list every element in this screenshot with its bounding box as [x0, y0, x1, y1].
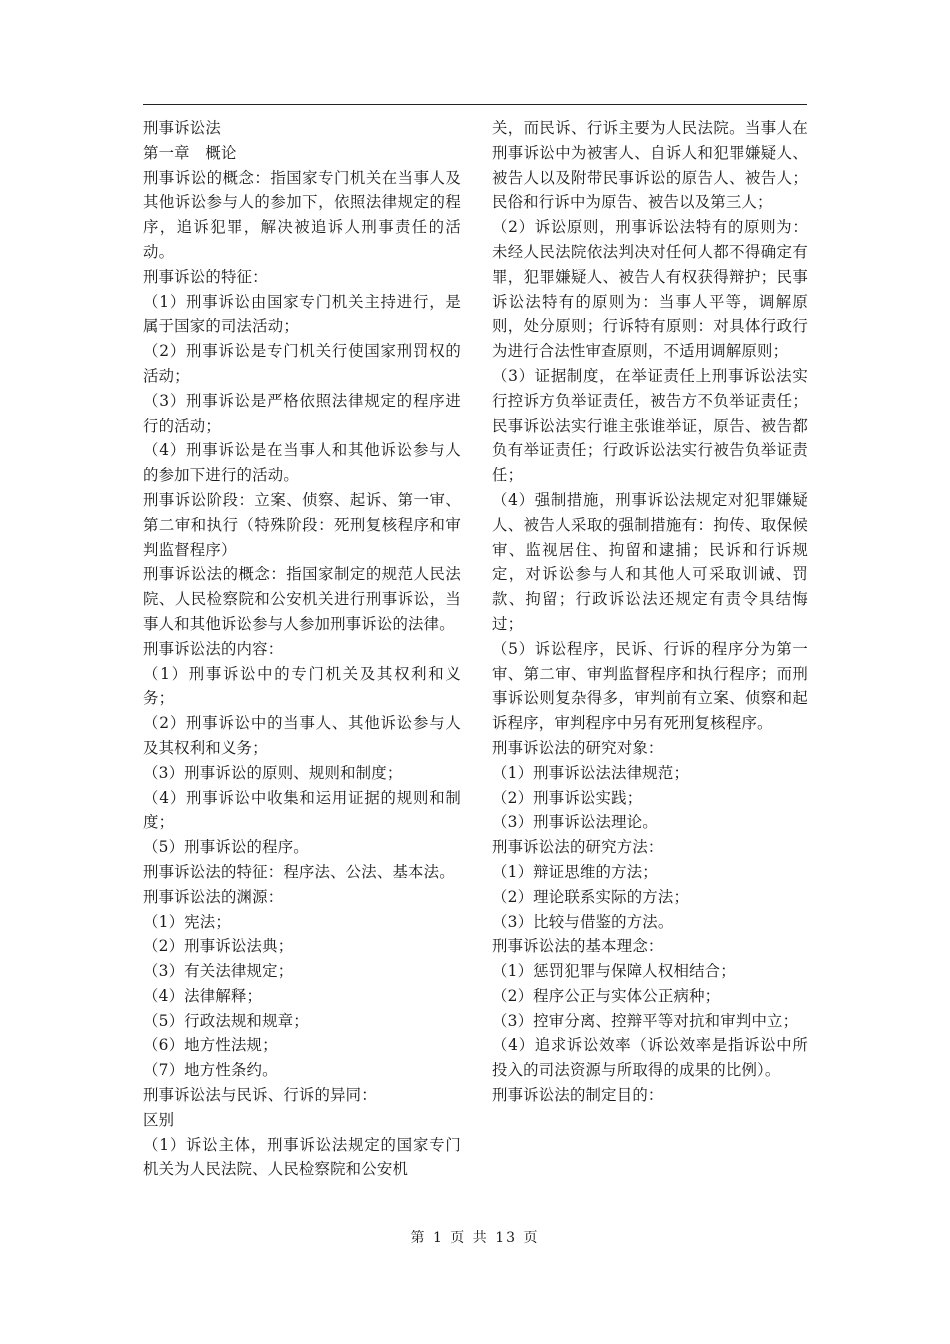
list-item: （3）比较与借鉴的方法。	[492, 912, 674, 931]
section-heading: 刑事诉讼法的制定目的：	[492, 1086, 664, 1105]
list-item: （4）刑事诉讼是在当事人和其他诉讼参与人的参加下进行的活动。	[143, 441, 461, 485]
section-heading: 刑事诉讼法的研究方法：	[492, 838, 664, 857]
list-item: （2）刑事诉讼实践；	[492, 788, 643, 807]
paragraph: 刑事诉讼法的概念：指国家制定的规范人民法院、人民检察院和公安机关进行刑事诉讼，当事人和其他诉讼参与人参加刑事诉讼的法律。	[143, 565, 461, 633]
paragraph: 刑事诉讼的概念：指国家专门机关在当事人及其他诉讼参与人的参加下，依照法律规定的程序，追诉犯罪，解决被追诉人刑事责任的活动。	[143, 168, 461, 261]
list-item: （1）刑事诉讼由国家专门机关主持进行，是属于国家的司法活动；	[143, 292, 461, 336]
left-column	[143, 116, 461, 1182]
header-rule	[143, 104, 807, 105]
section-heading: 刑事诉讼法的基本理念：	[492, 937, 664, 956]
list-item: （1）惩罚犯罪与保障人权相结合；	[492, 962, 736, 981]
list-item: （2）刑事诉讼法典；	[143, 937, 294, 956]
paragraph: 刑事诉讼阶段：立案、侦察、起诉、第一审、第二审和执行（特殊阶段：死刑复核程序和审判监督程序）	[143, 490, 461, 559]
list-item: （1）宪法；	[143, 912, 231, 931]
list-item: （5）诉讼程序，民诉、行诉的程序分为第一审、第二审、审判监督程序和执行程序；而刑事诉讼则复杂得多，审判前有立案、侦察和起诉程序，审判程序中另有死刑复核程序。	[492, 639, 808, 733]
list-item: （4）刑事诉讼中收集和运用证据的规则和制度；	[143, 788, 461, 832]
doc-title: 刑事诉讼法	[143, 119, 221, 137]
list-item: （3）刑事诉讼法理论。	[492, 813, 658, 832]
list-item: （2）诉讼原则，刑事诉讼法特有的原则为：未经人民法院依法判决对任何人都不得确定有罪，犯罪嫌疑人、被告人有权获得辩护；民事诉讼法特有的原则为：当事人平等，调解原则，处分原则；行诉特有原则：对具体行政行为进行合法性审查原则，不适用调解原则；	[492, 218, 808, 361]
list-item: （3）控审分离、控辩平等对抗和审判中立；	[492, 1011, 799, 1030]
list-item: （2）刑事诉讼是专门机关行使国家刑罚权的活动；	[143, 342, 461, 385]
list-item: （7）地方性条约。	[143, 1061, 278, 1080]
paragraph: 刑事诉讼法的特征：程序法、公法、基本法。	[143, 862, 455, 881]
list-item: （1）刑事诉讼法法律规范；	[492, 763, 690, 782]
list-item: （6）地方性法规；	[143, 1036, 278, 1055]
paragraph: 关，而民诉、行诉主要为人民法院。当事人在刑事诉讼中为被害人、自诉人和犯罪嫌疑人、被告人以及附带民事诉讼的原告人、被告人；民俗和行诉中为原告、被告以及第三人；	[492, 119, 808, 212]
list-item: （2）程序公正与实体公正病种；	[492, 986, 721, 1005]
list-item: （4）追求诉讼效率（诉讼效率是指诉讼中所投入的司法资源与所取得的成果的比例）。	[492, 1036, 808, 1080]
list-item: （1）诉讼主体，刑事诉讼法规定的国家专门机关为人民法院、人民检察院和公安机	[143, 1135, 461, 1179]
section-heading: 刑事诉讼法与民诉、行诉的异同：	[143, 1086, 377, 1105]
right-column	[492, 116, 808, 1108]
section-heading: 刑事诉讼法的研究对象：	[492, 738, 664, 757]
list-item: （3）刑事诉讼的原则、规则和制度；	[143, 763, 403, 782]
list-item: （3）有关法律规定；	[143, 962, 294, 981]
chapter-heading: 第一章 概论	[143, 143, 237, 162]
subheading: 区别	[143, 1110, 175, 1129]
list-item: （1）辩证思维的方法；	[492, 862, 658, 881]
list-item: （2）理论联系实际的方法；	[492, 887, 690, 906]
list-item: （5）行政法规和规章；	[143, 1011, 309, 1030]
section-heading: 刑事诉讼法的渊源：	[143, 887, 284, 906]
list-item: （3）刑事诉讼是严格依照法律规定的程序进行的活动；	[143, 391, 461, 435]
list-item: （4）强制措施，刑事诉讼法规定对犯罪嫌疑人、被告人采取的强制措施有：拘传、取保候审、监视居住、拘留和逮捕；民诉和行诉规定，对诉讼参与人和其他人可采取训诫、罚款、拘留；行政诉讼法还规定有责令具结悔过；	[492, 490, 808, 633]
list-item: （5）刑事诉讼的程序。	[143, 838, 309, 857]
list-item: （1）刑事诉讼中的专门机关及其权利和义务；	[143, 664, 461, 708]
page-footer: 第 1 页 共 13 页	[410, 1230, 540, 1246]
list-item: （3）证据制度，在举证责任上刑事诉讼法实行控诉方负举证责任，被告方不负举证责任；民事诉讼法实行谁主张谁举证，原告、被告都负有举证责任；行政诉讼法实行被告负举证责任；	[492, 366, 808, 485]
list-item: （4）法律解释；	[143, 986, 263, 1005]
list-item: （2）刑事诉讼中的当事人、其他诉讼参与人及其权利和义务；	[143, 714, 461, 757]
section-heading: 刑事诉讼法的内容：	[143, 639, 284, 658]
section-heading: 刑事诉讼的特征：	[143, 267, 268, 286]
